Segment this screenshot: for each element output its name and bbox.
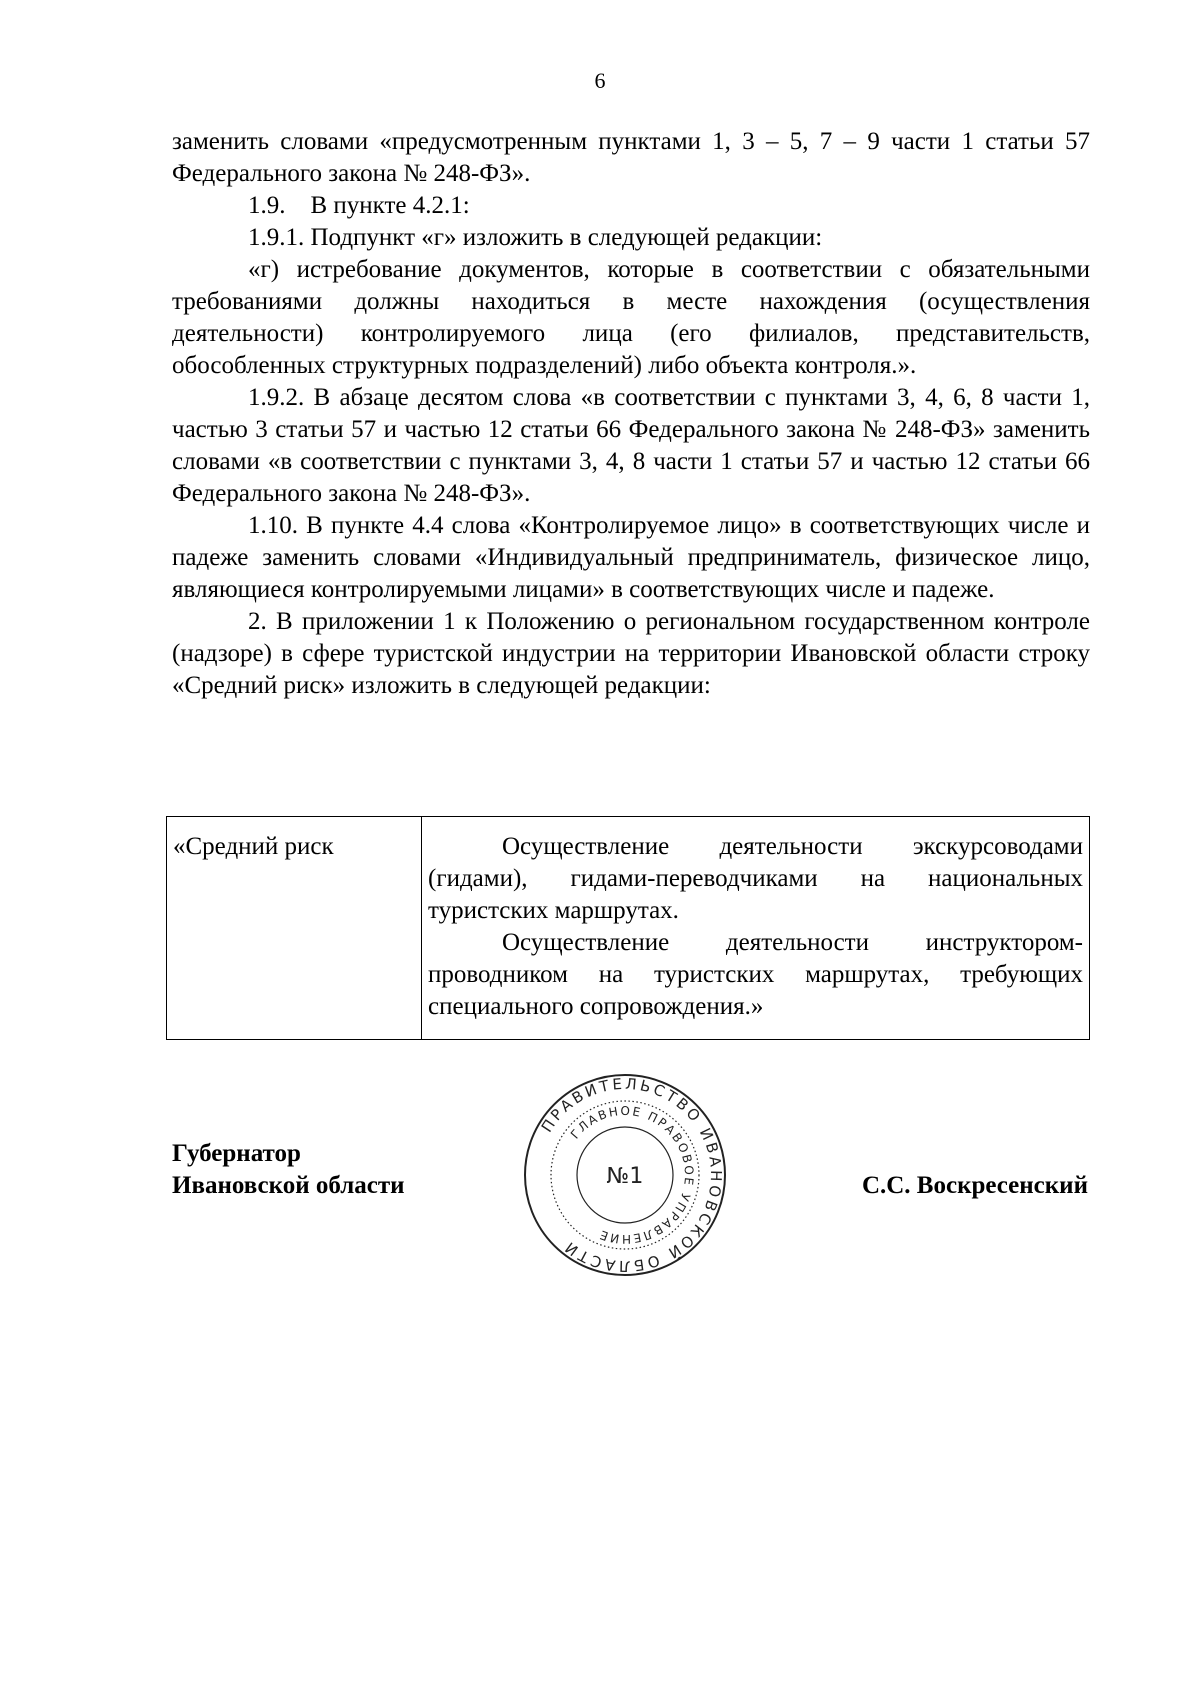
stamp-number: №1 (606, 1164, 644, 1189)
table-row (167, 817, 1090, 1040)
document-body (172, 126, 1090, 702)
page-number: 6 (594, 68, 606, 93)
stamp-inner-text: ГЛАВНОЕ ПРАВОВОЕ УПРАВЛЕНИЕ (567, 1103, 697, 1247)
paragraph-1-9-2: 1.9.2. В абзаце десятом слова «в соответствии с пунктами 3, 4, 6, 8 части 1, частью 3 статьи 57 и частью 12 статьи 66 Федерального закона № 248-ФЗ» заменить словами «в соответствии с пунктами 3, 4, 8 части 1 статьи 57 и частью 12 статьи 66 Федерального закона № 248-ФЗ». (172, 384, 1090, 507)
paragraph-2: 2. В приложении 1 к Положению о региональном государственном контроле (надзоре) в сфере туристской индустрии на территории Ивановской области строку «Средний риск» изложить в следующей редакции: (172, 608, 1090, 699)
paragraph-continuation: заменить словами «предусмотренным пунктами 1, 3 – 5, 7 – 9 части 1 статьи 57 Федерального закона № 248-ФЗ». (172, 128, 1090, 187)
signature-title (172, 1138, 405, 1202)
paragraph-1-10: 1.10. В пункте 4.4 слова «Контролируемое лицо» в соответствующих числе и падеже заменить словами «Индивидуальный предприниматель, физическое лицо, являющиеся контролируемыми лицами» в соответствующих числе и падеже. (172, 512, 1090, 603)
stamp-outer-text: ПРАВИТЕЛЬСТВО ИВАНОВСКОЙ ОБЛАСТИ (537, 1074, 726, 1276)
signature-title-line2: Ивановской области (172, 1172, 405, 1199)
paragraph-1-9-1: 1.9.1. Подпункт «г» изложить в следующей редакции: (248, 224, 823, 251)
signature-name: С.С. Воскресенский (861, 1172, 1088, 1199)
risk-description-cell (422, 817, 1090, 1040)
risk-description-item: Осуществление деятельности экскурсоводами (гидами), гидами-переводчиками на национальных туристских маршрутах. (428, 833, 1083, 924)
signature-title-line1: Губернатор (172, 1140, 301, 1167)
paragraph-subitem-g: «г) истребование документов, которые в соответствии с обязательными требованиями должны находиться в месте нахождения (осуществления деятельности) контролируемого лица (его филиалов, представительств, обособленных структурных подразделений) либо объекта контроля.». (172, 256, 1090, 379)
paragraph-1-9: 1.9. В пункте 4.2.1: (248, 192, 470, 219)
official-stamp (520, 1070, 730, 1280)
risk-category-cell: «Средний риск (167, 817, 422, 1040)
risk-table (166, 816, 1090, 1040)
risk-description-item: Осуществление деятельности инструктором-проводником на туристских маршрутах, требующих специального сопровождения.» (428, 929, 1083, 1020)
